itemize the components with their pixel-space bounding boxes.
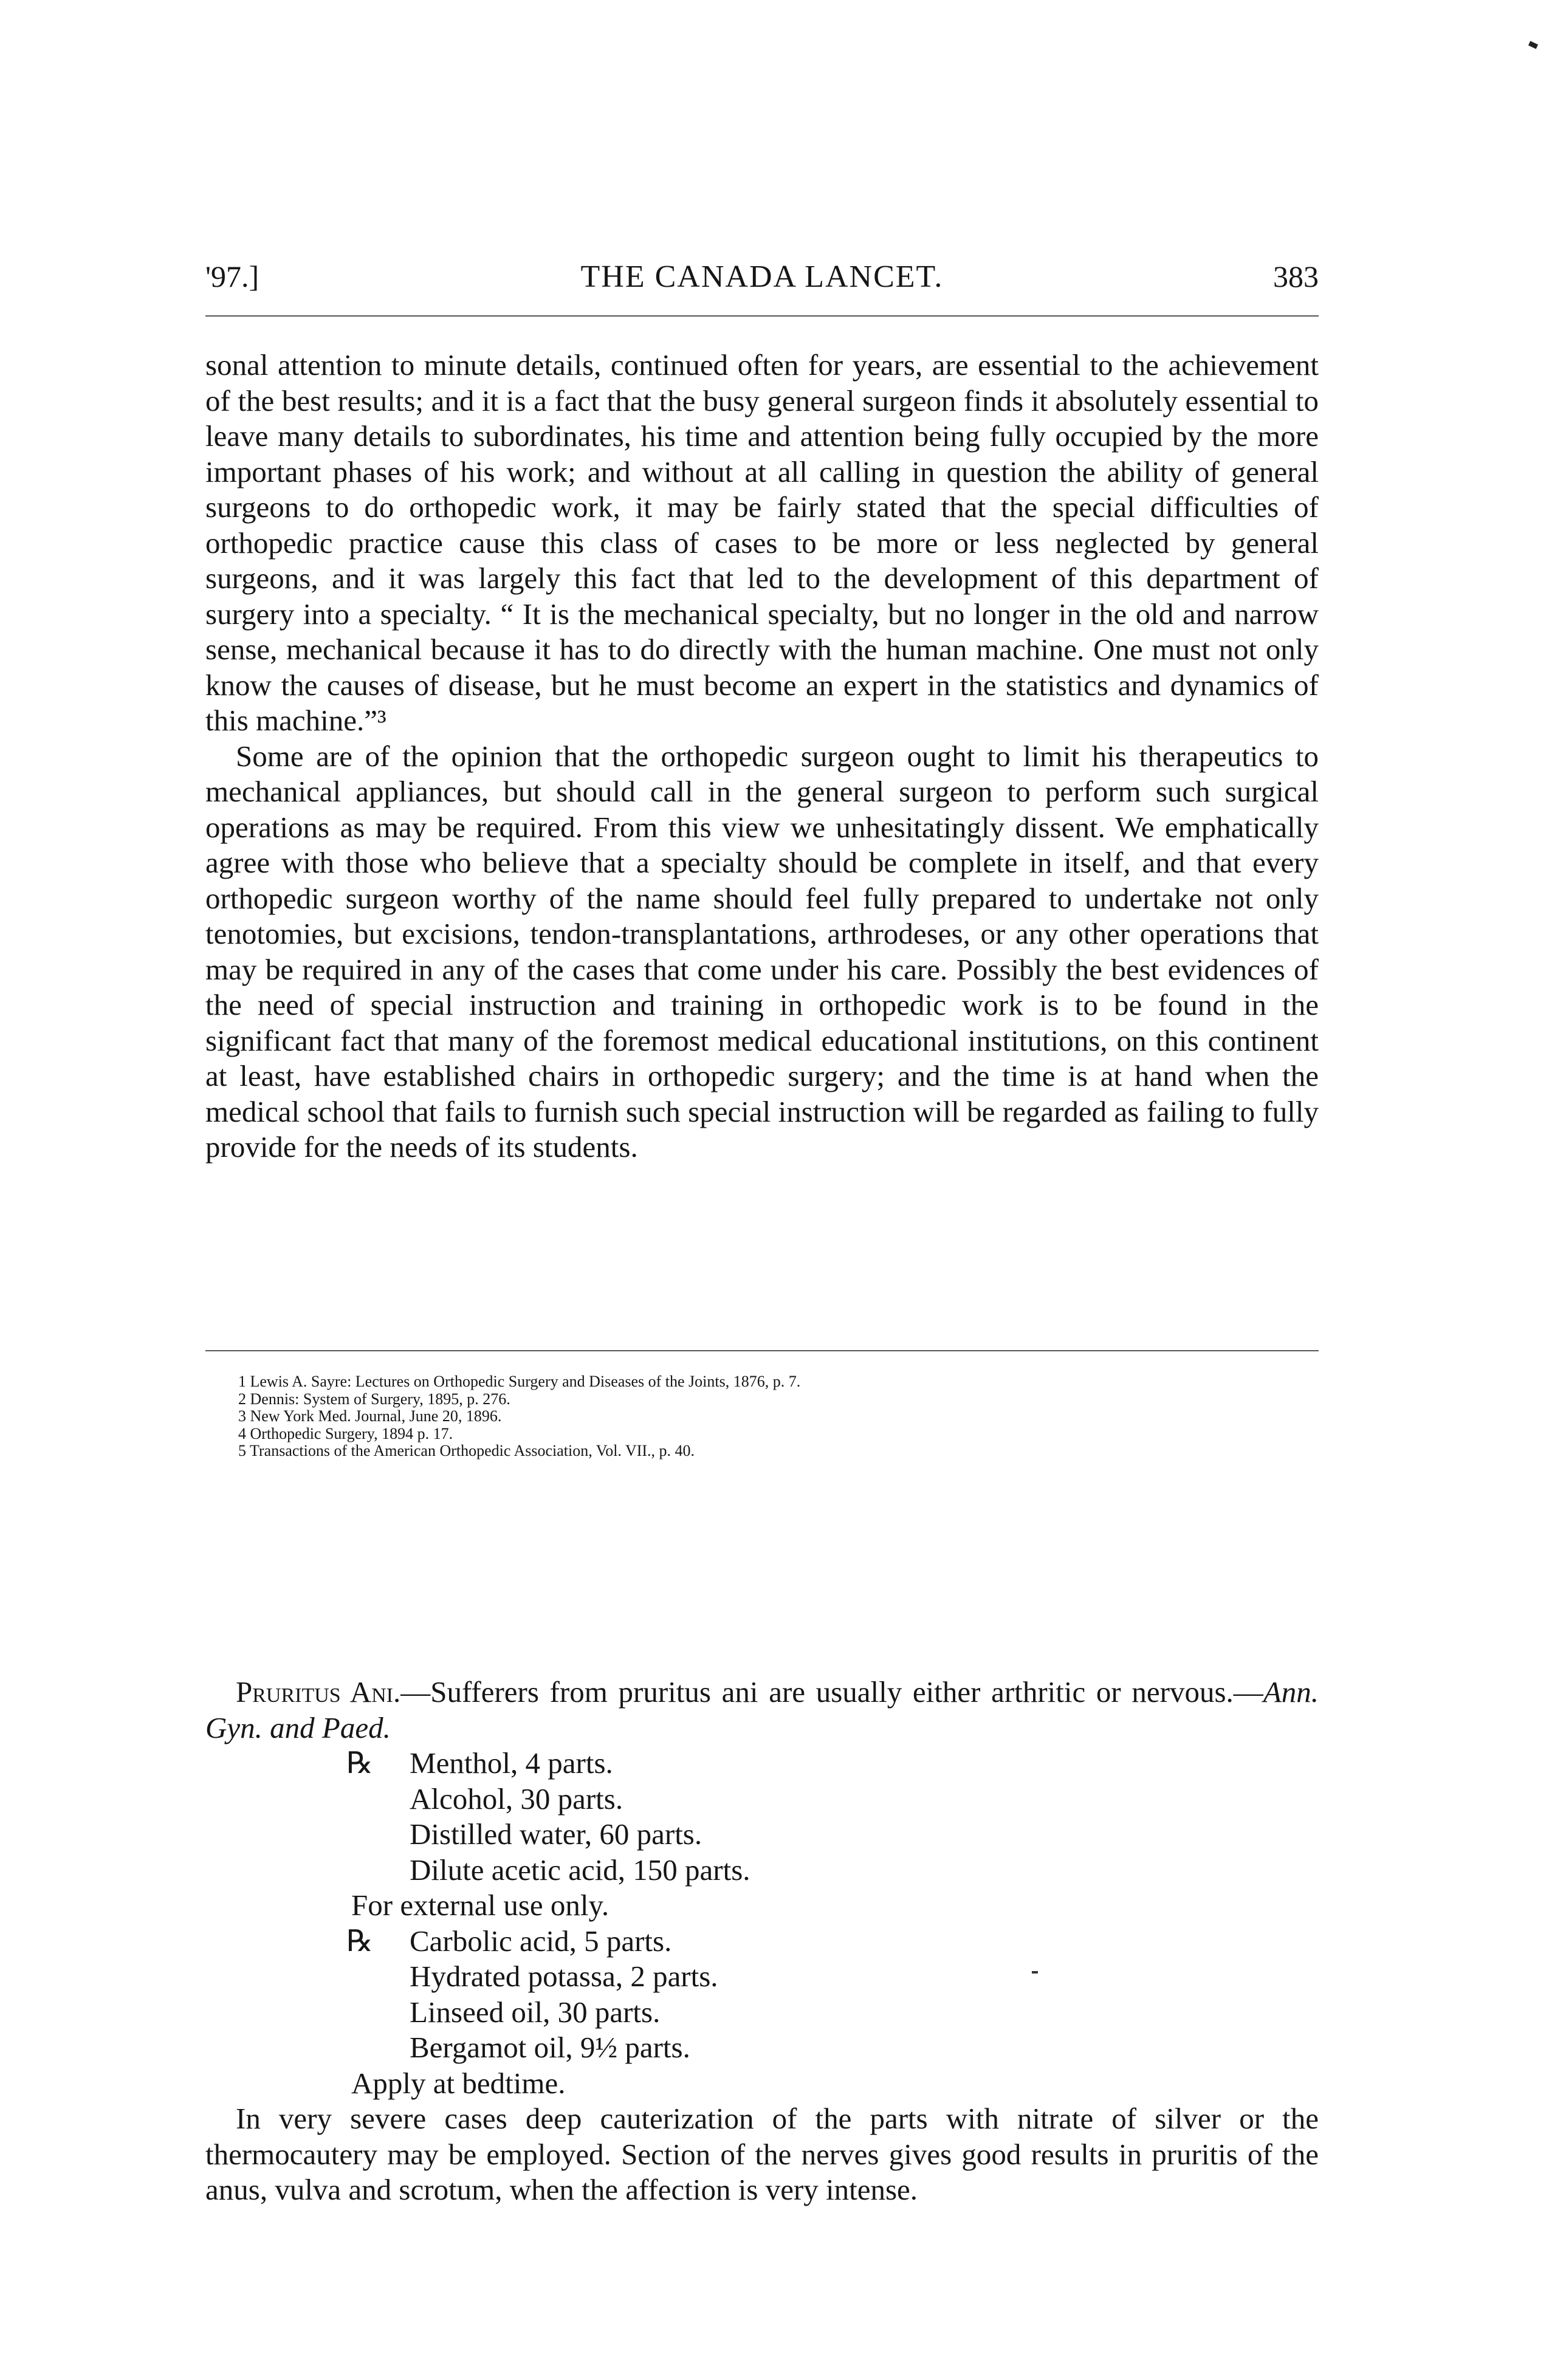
rx-symbol: ℞ — [346, 1746, 373, 1780]
footnote-1: 1 Lewis A. Sayre: Lectures on Orthopedic Surgery and Diseases of the Joints, 1876, p. 7. — [238, 1373, 801, 1390]
rx1-item: Menthol, 4 parts. — [410, 1746, 613, 1780]
prescription-1-line-1 — [205, 1746, 1319, 1782]
pruritus-source: Ann. Gyn. and Paed. — [205, 1675, 1319, 1744]
rx2-item: Hydrated potassa, 2 parts. — [410, 1960, 718, 1993]
footnotes — [238, 1373, 1296, 1460]
rx2-item: Linseed oil, 30 parts. — [410, 1995, 661, 2029]
paragraph-2: Some are of the opinion that the orthopedic surgeon ought to limit his therapeutics to mechanical appliances, but should call in the general surgeon to perform such surgical operations as may be required. From this view we unhesitatingly dissent. We emphatically agree with those who believe that a specialty should be complete in itself, and that every orthopedic surgeon worthy of the name should feel fully prepared to undertake not only tenotomies, but excisions, tendon-transplantations, arthrodeses, or any other operations that may be required in any of the cases that come under his care. Possibly the best evidences of the need of special instruction and training in orthopedic work is to be found in the significant fact that many of the foremost medical educational institutions, on this continent at least, have established chairs in orthopedic surgery; and the time is at hand when the medical school that fails to furnish such special instruction will be regarded as failing to fully provide for the needs of its students. — [205, 739, 1319, 1164]
rx1-note: For external use only. — [351, 1888, 609, 1922]
pruritus-section — [205, 1675, 1319, 2208]
footnote-5: 5 Transactions of the American Orthopedic Association, Vol. VII., p. 40. — [238, 1442, 695, 1459]
rx2-note: Apply at bedtime. — [351, 2066, 566, 2100]
rx2-item: Bergamot oil, 9½ parts. — [410, 2031, 690, 2064]
scan-mark — [1528, 41, 1538, 49]
paragraph-1: sonal attention to minute details, continued often for years, are essential to the achievement of the best results; and it is a fact that the busy general surgeon finds it absolutely essential to leave many details to subordinates, his time and attention being fully occupied by the more important phases of his work; and without at all calling in question the ability of general surgeons to do orthopedic work, it may be fairly stated that the special difficulties of orthopedic practice cause this class of cases to be more or less neglected by general surgeons, and it was largely this fact that led to the development of this department of surgery into a specialty. “ It is the mechanical specialty, but no longer in the old and narrow sense, mechanical because it has to do directly with the human machine. One must not only know the causes of disease, but he must become an expert in the statistics and dynamics of this machine.”³ — [205, 348, 1319, 737]
footnote-3: 3 New York Med. Journal, June 20, 1896. — [238, 1407, 502, 1425]
article-body — [205, 348, 1319, 1165]
ink-mark — [1032, 1971, 1038, 1974]
prescription-2-line-1 — [205, 1924, 1319, 1960]
footnote-rule — [205, 1350, 1319, 1351]
footnote-4: 4 Orthopedic Surgery, 1894 p. 17. — [238, 1424, 453, 1442]
footnote-2: 2 Dennis: System of Surgery, 1895, p. 276. — [238, 1390, 510, 1408]
rx1-item: Alcohol, 30 parts. — [410, 1782, 623, 1816]
header-year: '97.] — [205, 259, 259, 293]
journal-title: THE CANADA LANCET. — [580, 259, 944, 294]
running-header — [205, 259, 1319, 307]
rx1-item: Distilled water, 60 parts. — [410, 1817, 702, 1851]
rx-symbol: ℞ — [346, 1924, 373, 1958]
page-number: 383 — [1273, 259, 1319, 293]
rx2-item: Carbolic acid, 5 parts. — [410, 1924, 672, 1958]
rx1-item: Dilute acetic acid, 150 parts. — [410, 1853, 750, 1887]
pruritus-intro-text: —Sufferers from pruritus ani are usually either arthritic or nervous.— — [400, 1675, 1263, 1709]
header-rule — [205, 315, 1319, 317]
pruritus-intro — [205, 1675, 1319, 1746]
pruritus-closing: In very severe cases deep cauterization of the parts with nitrate of silver or the thermocautery may be employed. Section of the nerves gives good results in pruritis of the anus, vulva and scrotum, when the affection is very intense. — [205, 2102, 1319, 2206]
pruritus-heading: Pruritus Ani. — [236, 1675, 401, 1709]
